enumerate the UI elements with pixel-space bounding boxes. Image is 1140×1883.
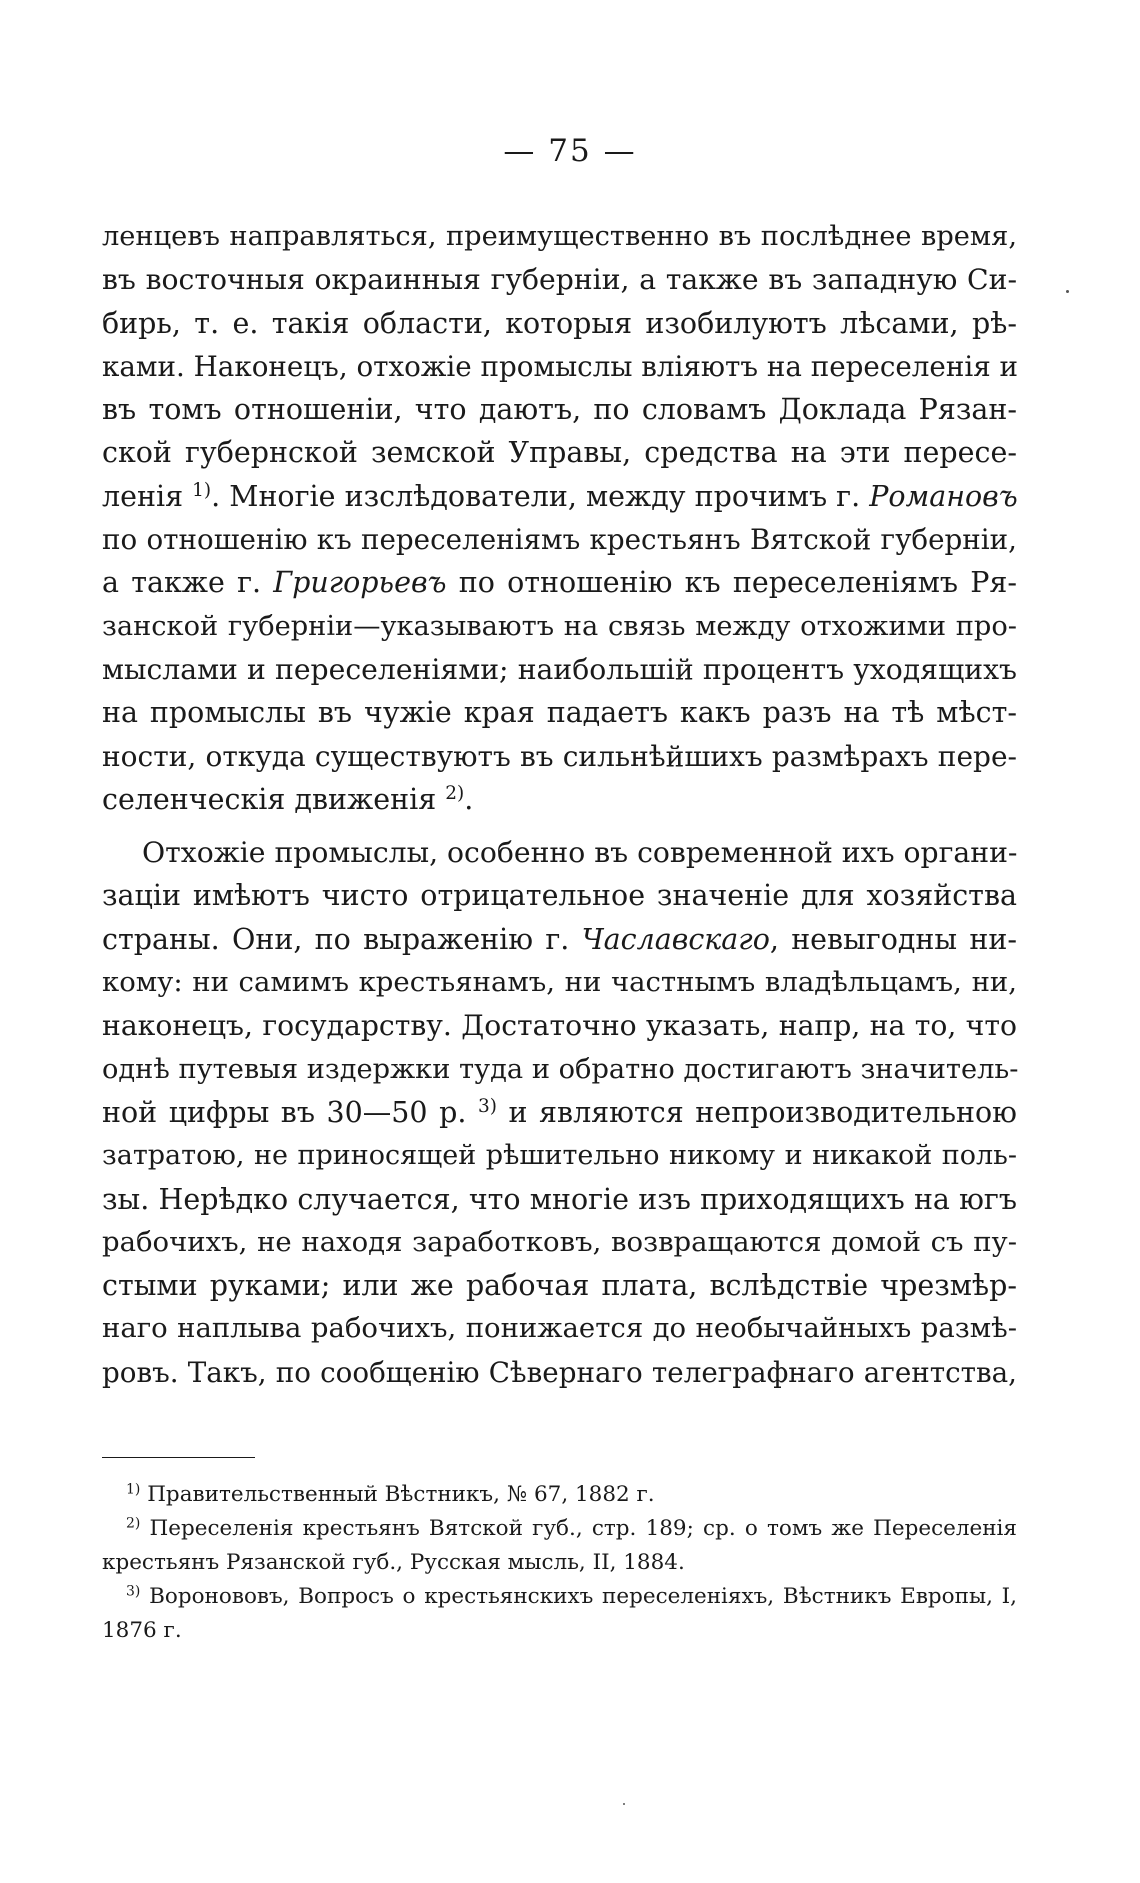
footnote-marker-1: 1) bbox=[126, 1481, 141, 1498]
footnote-ref-2: 2) bbox=[445, 782, 465, 804]
text-fragment: по отношенію къ переселеніямъ Ря- bbox=[458, 566, 1017, 600]
footnote-text: Переселенія крестьянъ Вятской губ., стр. 189; ср. о томъ же Переселенія bbox=[149, 1516, 1017, 1541]
footnotes bbox=[102, 1478, 1017, 1648]
text-line: рабочихъ, не находя заработковъ, возвращаются домой съ пу- bbox=[102, 1225, 1017, 1258]
text-fragment: ной цифры въ 30—50 р. bbox=[102, 1095, 467, 1129]
text-line: Отхожіе промыслы, особенно въ современной ихъ органи- bbox=[142, 836, 1018, 870]
text-line bbox=[102, 778, 1017, 821]
text-line: мыслами и переселеніями; наибольшій процентъ уходящихъ bbox=[102, 652, 1017, 686]
text-line: ровъ. Такъ, по сообщенію Сѣвернаго телеграфнаго агентства, bbox=[102, 1355, 1017, 1389]
text-line: стыми руками; или же рабочая плата, вслѣдствіе чрезмѣр- bbox=[102, 1269, 1017, 1303]
text-fragment: ленія bbox=[102, 479, 184, 513]
text-line: ской губернской земской Управы, средства на эти пересе- bbox=[102, 436, 1017, 470]
text-line: заціи имѣютъ чисто отрицательное значеніе для хозяйства bbox=[102, 879, 1017, 913]
text-line: бирь, т. е. такія области, которыя изобилуютъ лѣсами, рѣ- bbox=[102, 306, 1017, 340]
footnote-ref-3: 3) bbox=[477, 1095, 497, 1117]
footnote-3 bbox=[102, 1580, 1017, 1614]
footnote-marker-3: 3) bbox=[126, 1583, 141, 1600]
footnote-3-cont: 1876 г. bbox=[102, 1618, 182, 1643]
text-line bbox=[102, 918, 1017, 961]
text-line bbox=[102, 561, 1017, 604]
text-line: затратою, не приносящей рѣшительно никому и никакой поль- bbox=[102, 1140, 1017, 1172]
text-line: въ томъ отношеніи, что даютъ, по словамъ Доклада Рязан- bbox=[102, 393, 1017, 427]
text-fragment: . bbox=[464, 782, 474, 816]
author-name-chaslavsky: Чаславскаго bbox=[581, 922, 770, 956]
text-fragment: а также г. bbox=[102, 566, 262, 600]
text-line bbox=[102, 1091, 1017, 1134]
body-text bbox=[102, 215, 1017, 1394]
text-fragment: селенческія движенія bbox=[102, 782, 437, 816]
scan-speck bbox=[1066, 290, 1069, 293]
author-name-romanov: Романовъ bbox=[869, 479, 1018, 513]
text-line: кому: ни самимъ крестьянамъ, ни частнымъ владѣльцамъ, ни, bbox=[102, 966, 1017, 999]
text-line: по отношенію къ переселеніямъ крестьянъ Вятской губерніи, bbox=[102, 523, 1017, 557]
text-line: ками. Наконецъ, отхожіе промыслы вліяютъ на переселенія и bbox=[102, 349, 1019, 383]
text-line: наго наплыва рабочихъ, понижается до необычайныхъ размѣ- bbox=[102, 1312, 1017, 1345]
text-line: ности, откуда существуютъ въ сильнѣйшихъ размѣрахъ пере- bbox=[102, 739, 1017, 773]
text-fragment: . Многіе изслѣдователи, между прочимъ г. bbox=[211, 479, 861, 513]
footnote-ref-1: 1) bbox=[192, 479, 212, 501]
text-line: въ восточныя окраинныя губерніи, а также въ западную Си- bbox=[102, 263, 1017, 297]
text-line: зы. Нерѣдко случается, что многіе изъ приходящихъ на югъ bbox=[102, 1182, 1017, 1216]
footnote-text: Правительственный Вѣстникъ, № 67, 1882 г. bbox=[147, 1482, 655, 1507]
footnote-text: Воронововъ, Вопросъ о крестьянскихъ переселеніяхъ, Вѣстникъ Европы, I, bbox=[149, 1584, 1017, 1609]
footnote-2 bbox=[102, 1512, 1017, 1546]
text-line bbox=[102, 475, 1017, 518]
text-line: занской губерніи—указываютъ на связь между отхожими про- bbox=[102, 610, 1017, 642]
author-name-grigoriev: Григорьевъ bbox=[273, 566, 447, 600]
text-fragment: , невыгодны ни- bbox=[769, 922, 1017, 956]
footnote-1 bbox=[102, 1478, 1017, 1512]
page-number: — 75 — bbox=[503, 133, 637, 169]
text-line: на промыслы въ чужіе края падаетъ какъ разъ на тѣ мѣст- bbox=[102, 696, 1017, 730]
text-fragment: страны. Они, по выраженію г. bbox=[102, 922, 570, 956]
text-line: наконецъ, государству. Достаточно указать, напр, на то, что bbox=[102, 1009, 1017, 1043]
footnote-divider bbox=[102, 1457, 255, 1458]
text-fragment: и являются непроизводительною bbox=[508, 1095, 1017, 1129]
footnote-marker-2: 2) bbox=[126, 1515, 141, 1532]
text-line: однѣ путевыя издержки туда и обратно достигаютъ значитель- bbox=[102, 1053, 1019, 1085]
footnote-2-cont: крестьянъ Рязанской губ., Русская мысль, II, 1884. bbox=[102, 1550, 685, 1575]
text-line: ленцевъ направляться, преимущественно въ послѣднее время, bbox=[102, 221, 1017, 252]
scan-speck bbox=[623, 1803, 625, 1805]
